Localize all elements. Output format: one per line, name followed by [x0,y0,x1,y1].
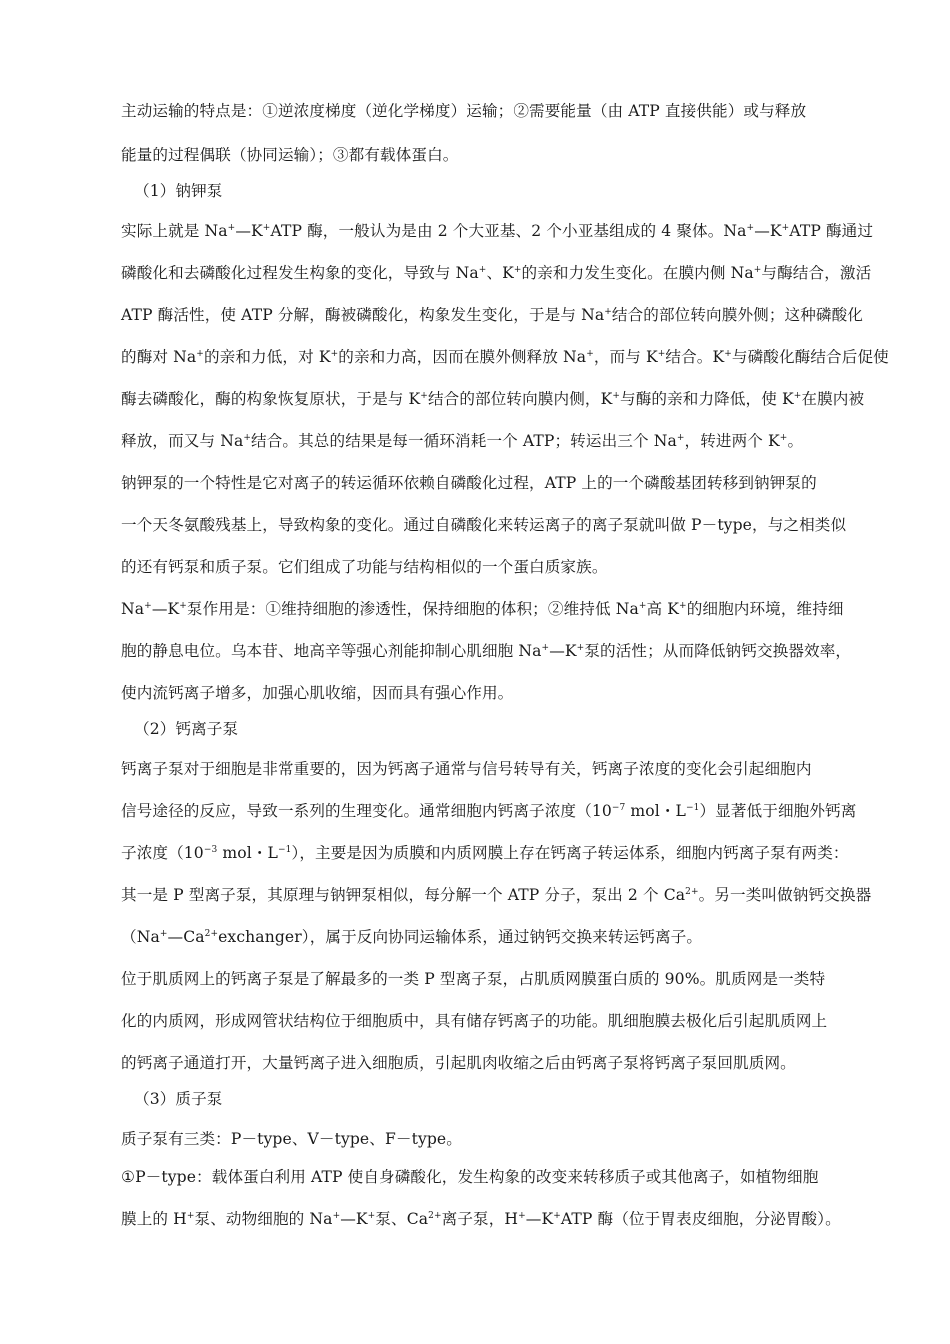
text-line: 酶去磷酸化，酶的构象恢复原状，于是与 K+结合的部位转向膜内侧，K+与酶的亲和力降低，使 K+在膜内被 [121,390,865,408]
text-line: 子浓度（$10^{-3}$ mol・$L^{-1}$），主要是因为质膜和内质网膜上存在钙离子转运体系，细胞内钙离子泵有两类： [121,844,849,862]
text-line: 释放，而又与 Na+结合。其总的结果是每一循环消耗一个 ATP；转运出三个 Na+，转进两个 K+。 [121,432,804,450]
text-line: Na+—K+泵作用是：①维持细胞的渗透性，保持细胞的体积；②维持低 Na+高 K+的细胞内环境，维持细 [121,600,844,618]
text-line: 胞的静息电位。乌本苷、地高辛等强心剂能抑制心肌细胞 Na+—K+泵的活性；从而降低钠钙交换器效率， [121,642,852,660]
text-line: 质子泵有三类：P－type、V－type、F－type。 [121,1130,462,1148]
text-line: 其一是 P 型离子泵，其原理与钠钾泵相似，每分解一个 ATP 分子，泵出 2 个 $Ca^{2+}$。另一类叫做钠钙交换器 [121,886,872,904]
text-line: 钠钾泵的一个特性是它对离子的转运循环依赖自磷酸化过程，ATP 上的一个磷酸基团转移到钠钾泵的 [121,474,817,492]
section-heading: （3）质子泵 [134,1090,223,1108]
text-line: 的还有钙泵和质子泵。它们组成了功能与结构相似的一个蛋白质家族。 [121,558,608,576]
text-line: ATP 酶活性，使 ATP 分解，酶被磷酸化，构象发生变化，于是与 Na+结合的部位转向膜外侧；这种磷酸化 [121,306,863,324]
section-heading: （2）钙离子泵 [134,720,239,738]
text-line: 膜上的 H+泵、动物细胞的 Na+—K+泵、$Ca^{2+}$离子泵，H+—K+ATP 酶（位于胃表皮细胞，分泌胃酸）。 [121,1210,841,1228]
text-line: 的钙离子通道打开，大量钙离子进入细胞质，引起肌肉收缩之后由钙离子泵将钙离子泵回肌质网。 [121,1054,796,1072]
text-line: 主动运输的特点是：①逆浓度梯度（逆化学梯度）运输；②需要能量（由 ATP 直接供能）或与释放 [121,102,807,120]
text-line: 一个天冬氨酸残基上，导致构象的变化。通过自磷酸化来转运离子的离子泵就叫做 P－type，与之相类似 [121,516,847,534]
text-line: 信号途径的反应，导致一系列的生理变化。通常细胞内钙离子浓度（$10^{-7}$ mol・$L^{-1}$）显著低于细胞外钙离 [121,802,857,820]
text-line: 使内流钙离子增多，加强心肌收缩，因而具有强心作用。 [121,684,514,702]
text-line: ①P－type：载体蛋白利用 ATP 使自身磷酸化，发生构象的改变来转移质子或其他离子，如植物细胞 [121,1168,819,1186]
text-line: 磷酸化和去磷酸化过程发生构象的变化，导致与 Na+、K+的亲和力发生变化。在膜内侧 Na+与酶结合，激活 [121,264,872,282]
text-line: $(Na^+—Ca^{2+}exchanger)$，属于反向协同运输体系，通过钠钙交换来转运钙离子。 [121,928,703,946]
text-line: 的酶对 Na+的亲和力低，对 K+的亲和力高，因而在膜外侧释放 Na+，而与 K+结合。K+与磷酸化酶结合后促使 [121,348,889,366]
text-line: 能量的过程偶联（协同运输）；③都有载体蛋白。 [121,146,459,164]
text-line: 位于肌质网上的钙离子泵是了解最多的一类 P 型离子泵，占肌质网膜蛋白质的 90%。肌质网是一类特 [121,970,826,988]
text-line: 化的内质网，形成网管状结构位于细胞质中，具有储存钙离子的功能。肌细胞膜去极化后引起肌质网上 [121,1012,828,1030]
section-heading: （1）钠钾泵 [134,182,223,200]
text-line: 钙离子泵对于细胞是非常重要的，因为钙离子通常与信号转导有关，钙离子浓度的变化会引起细胞内 [121,760,812,778]
text-line: 实际上就是 Na+—K+ATP 酶，一般认为是由 2 个大亚基、2 个小亚基组成的 4 聚体。Na+—K+ATP 酶通过 [121,222,874,240]
